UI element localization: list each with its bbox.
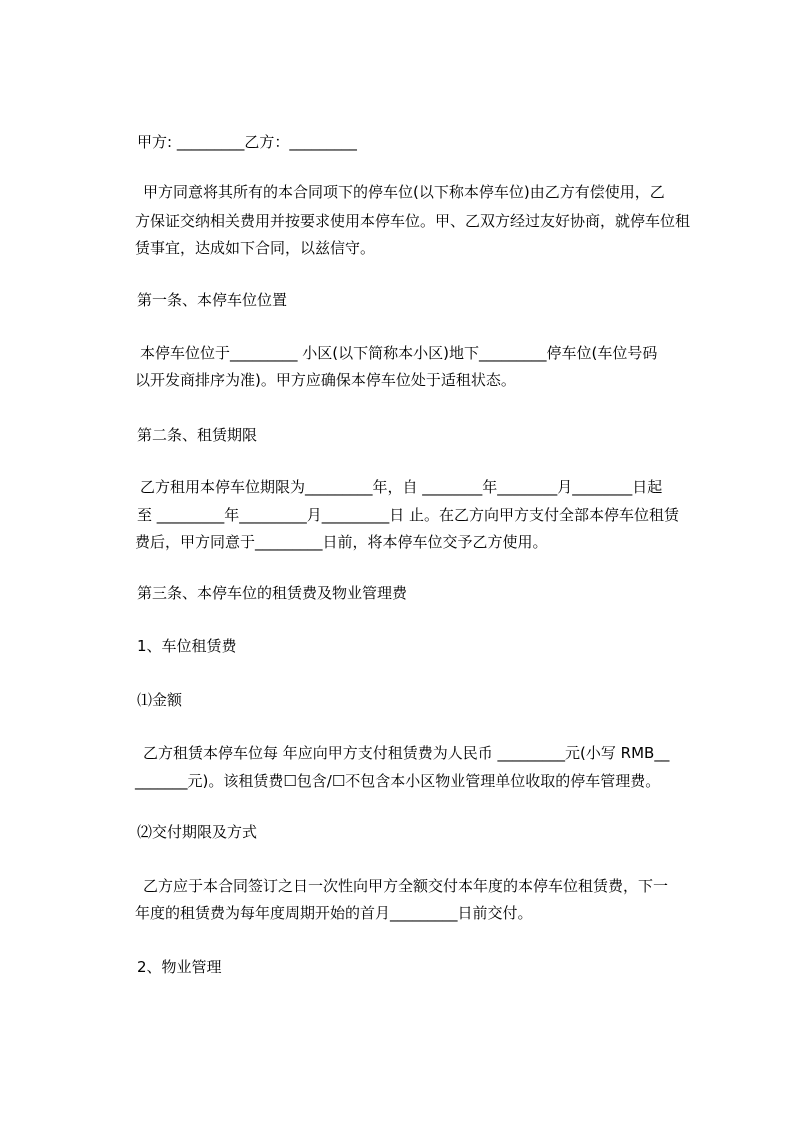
intro-line-2: 方保证交纳相关费用并按要求使用本停车位。甲、乙双方经过友好协商，就停车位租 xyxy=(135,212,691,230)
article2-line-1: 乙方租用本停车位期限为_________年，自 ________年________月________日起 xyxy=(140,478,663,496)
payment-line-2: 年度的租赁费为每年度周期开始的首月_________日前交付。 xyxy=(135,904,533,922)
article3-sub1-2: ⑵交付期限及方式 xyxy=(137,823,258,841)
parties-line: 甲方: _________乙方：_________ xyxy=(137,133,357,151)
article3-sub1-1: ⑴金额 xyxy=(137,691,183,709)
amount-line-2: _______元)。该租赁费☐包含/☐不包含本小区物业管理单位收取的停车管理费。 xyxy=(135,772,661,790)
article3-sub1: 1、车位租赁费 xyxy=(137,637,237,655)
amount-line-1: 乙方租赁本停车位每 年应向甲方支付租赁费为人民币 _________元(小写 RMB__ xyxy=(143,744,670,762)
article1-heading: 第一条、本停车位位置 xyxy=(137,291,288,309)
intro-line-1: 甲方同意将其所有的本合同项下的停车位(以下称本停车位)由乙方有偿使用，乙 xyxy=(143,183,665,201)
article2-line-2: 至 _________年_________月_________日 止。在乙方向甲方支付全部本停车位租赁 xyxy=(137,506,680,524)
article1-line-2: 以开发商排序为准)。甲方应确保本停车位处于适租状态。 xyxy=(135,371,516,389)
payment-line-1: 乙方应于本合同签订之日一次性向甲方全额交付本年度的本停车位租赁费，下一 xyxy=(143,877,669,895)
article3-heading: 第三条、本停车位的租赁费及物业管理费 xyxy=(137,584,408,602)
article2-heading: 第二条、租赁期限 xyxy=(137,426,258,444)
article2-line-3: 费后，甲方同意于_________日前，将本停车位交予乙方使用。 xyxy=(135,533,548,551)
article3-sub2: 2、物业管理 xyxy=(137,958,222,976)
intro-line-3: 赁事宜，达成如下合同，以兹信守。 xyxy=(135,239,376,257)
article1-line-1: 本停车位位于_________ 小区(以下简称本小区)地下_________停车位(车位号码 xyxy=(140,344,658,362)
